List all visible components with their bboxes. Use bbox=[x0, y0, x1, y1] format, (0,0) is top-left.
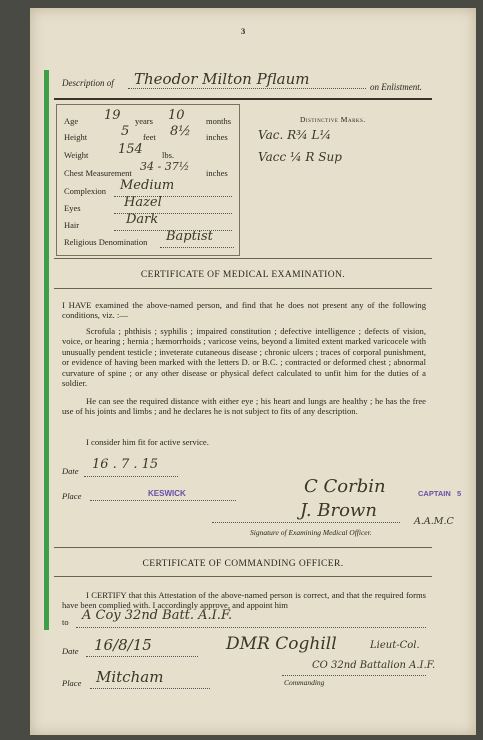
description-prefix: Description of bbox=[62, 78, 114, 88]
medical-place-underline bbox=[90, 500, 236, 501]
chest-label: Chest Measurement bbox=[64, 168, 132, 178]
eyes-label: Eyes bbox=[64, 203, 81, 213]
hair-label: Hair bbox=[64, 220, 80, 230]
commanding-signature-underline bbox=[282, 675, 426, 676]
medical-place-label: Place bbox=[62, 491, 82, 501]
chest-value: 34 - 37½ bbox=[140, 160, 190, 173]
years-label: years bbox=[135, 116, 153, 126]
description-rule bbox=[54, 98, 432, 100]
medical-date-label: Date bbox=[62, 466, 79, 476]
medical-paragraph-2: Scrofula ; phthisis ; syphilis ; impaired constitution ; defective intelligence ; defects of vision, voice, or hearing ; hernia ; hæmorrhoids ; varicose veins, beyond a limited extent marked varicocele with unusually pendent testicle ; inveterate cutaneous disease ; chronic ulcers ; traces of corporal punishment, or evidence of having been marked with the letters D. or B.C. ; contracted or deformed chest ; abnormal curvature of spine ; or any other disease or physical defect calculated to unfit him for the duties of a soldier. bbox=[62, 326, 426, 389]
religion-underline bbox=[160, 247, 234, 248]
medical-date-underline bbox=[84, 476, 178, 477]
commanding-date-underline bbox=[86, 656, 198, 657]
medical-date-value: 16 . 7 . 15 bbox=[92, 457, 159, 472]
enlistee-name: Theodor Milton Pflaum bbox=[134, 70, 310, 88]
medical-bottom-rule bbox=[54, 547, 432, 548]
description-suffix: on Enlistment. bbox=[370, 82, 422, 92]
page-number: 3 bbox=[241, 26, 246, 36]
commanding-heading-rule bbox=[54, 576, 432, 577]
complexion-label: Complexion bbox=[64, 186, 107, 196]
height-inches: 8½ bbox=[170, 124, 191, 139]
lbs-label: lbs. bbox=[162, 150, 175, 160]
name-underline bbox=[128, 88, 366, 89]
commanding-place-value: Mitcham bbox=[96, 668, 164, 686]
commanding-rank: Lieut-Col. bbox=[370, 640, 420, 651]
feet-label: feet bbox=[143, 132, 156, 142]
place-stamp: KESWICK bbox=[148, 489, 186, 498]
distinctive-marks-line1: Vac. R¾ L¼ bbox=[258, 128, 332, 142]
medical-top-rule bbox=[54, 258, 432, 259]
medical-signature-caption: Signature of Examining Medical Officer. bbox=[250, 528, 372, 537]
medical-signature-2: J. Brown bbox=[300, 500, 377, 521]
religion-label: Religious Denomination bbox=[64, 237, 148, 247]
appoint-to-value: A Coy 32nd Batt. A.I.F. bbox=[82, 608, 233, 623]
medical-signature-suffix: A.A.M.C bbox=[414, 516, 454, 527]
distinctive-marks-title: Distinctive Marks. bbox=[300, 115, 366, 124]
height-feet: 5 bbox=[121, 124, 130, 139]
commanding-caption: Commanding bbox=[284, 678, 325, 687]
commanding-place-underline bbox=[90, 688, 210, 689]
commanding-heading: CERTIFICATE OF COMMANDING OFFICER. bbox=[142, 559, 344, 569]
medical-heading: CERTIFICATE OF MEDICAL EXAMINATION. bbox=[140, 270, 346, 280]
medical-paragraph-1: I HAVE examined the above-named person, and find that he does not present any of the following conditions, viz. :— bbox=[62, 300, 426, 321]
inches-label: inches bbox=[206, 132, 228, 142]
captain-stamp-suffix: 5 bbox=[457, 489, 462, 498]
age-label: Age bbox=[64, 116, 79, 126]
commanding-date-value: 16/8/15 bbox=[94, 636, 152, 654]
hair-value: Dark bbox=[126, 212, 159, 227]
commanding-unit: CO 32nd Battalion A.I.F. bbox=[312, 660, 436, 671]
commanding-date-label: Date bbox=[62, 646, 79, 656]
captain-stamp: CAPTAIN bbox=[418, 489, 451, 498]
medical-signature-underline bbox=[212, 522, 400, 523]
medical-heading-rule bbox=[54, 288, 432, 289]
commanding-paragraph: I CERTIFY that this Attestation of the above-named person is correct, and that the required forms have been complied with. I accordingly approve, and appoint him bbox=[62, 590, 426, 611]
appoint-to-label: to bbox=[62, 617, 69, 627]
age-years: 19 bbox=[104, 108, 121, 123]
commanding-signature: DMR Coghill bbox=[226, 634, 337, 654]
chest-inches-label: inches bbox=[206, 168, 228, 178]
height-label: Height bbox=[64, 132, 88, 142]
months-label: months bbox=[206, 116, 232, 126]
religion-value: Baptist bbox=[166, 229, 213, 244]
eyes-value: Hazel bbox=[124, 195, 162, 210]
appoint-to-underline bbox=[76, 627, 426, 628]
green-margin-bar bbox=[44, 70, 49, 630]
medical-paragraph-4: I consider him fit for active service. bbox=[86, 437, 209, 447]
complexion-value: Medium bbox=[120, 178, 175, 193]
medical-paragraph-3: He can see the required distance with either eye ; his heart and lungs are healthy ; he has the free use of his joints and limbs ; and he declares he is not subject to fits of any description. bbox=[62, 396, 426, 417]
age-months: 10 bbox=[168, 108, 185, 123]
distinctive-marks-line2: Vacc ¼ R Sup bbox=[258, 150, 342, 164]
commanding-place-label: Place bbox=[62, 678, 82, 688]
medical-signature-1: C Corbin bbox=[304, 476, 386, 497]
weight-value: 154 bbox=[118, 142, 143, 157]
weight-label: Weight bbox=[64, 150, 89, 160]
